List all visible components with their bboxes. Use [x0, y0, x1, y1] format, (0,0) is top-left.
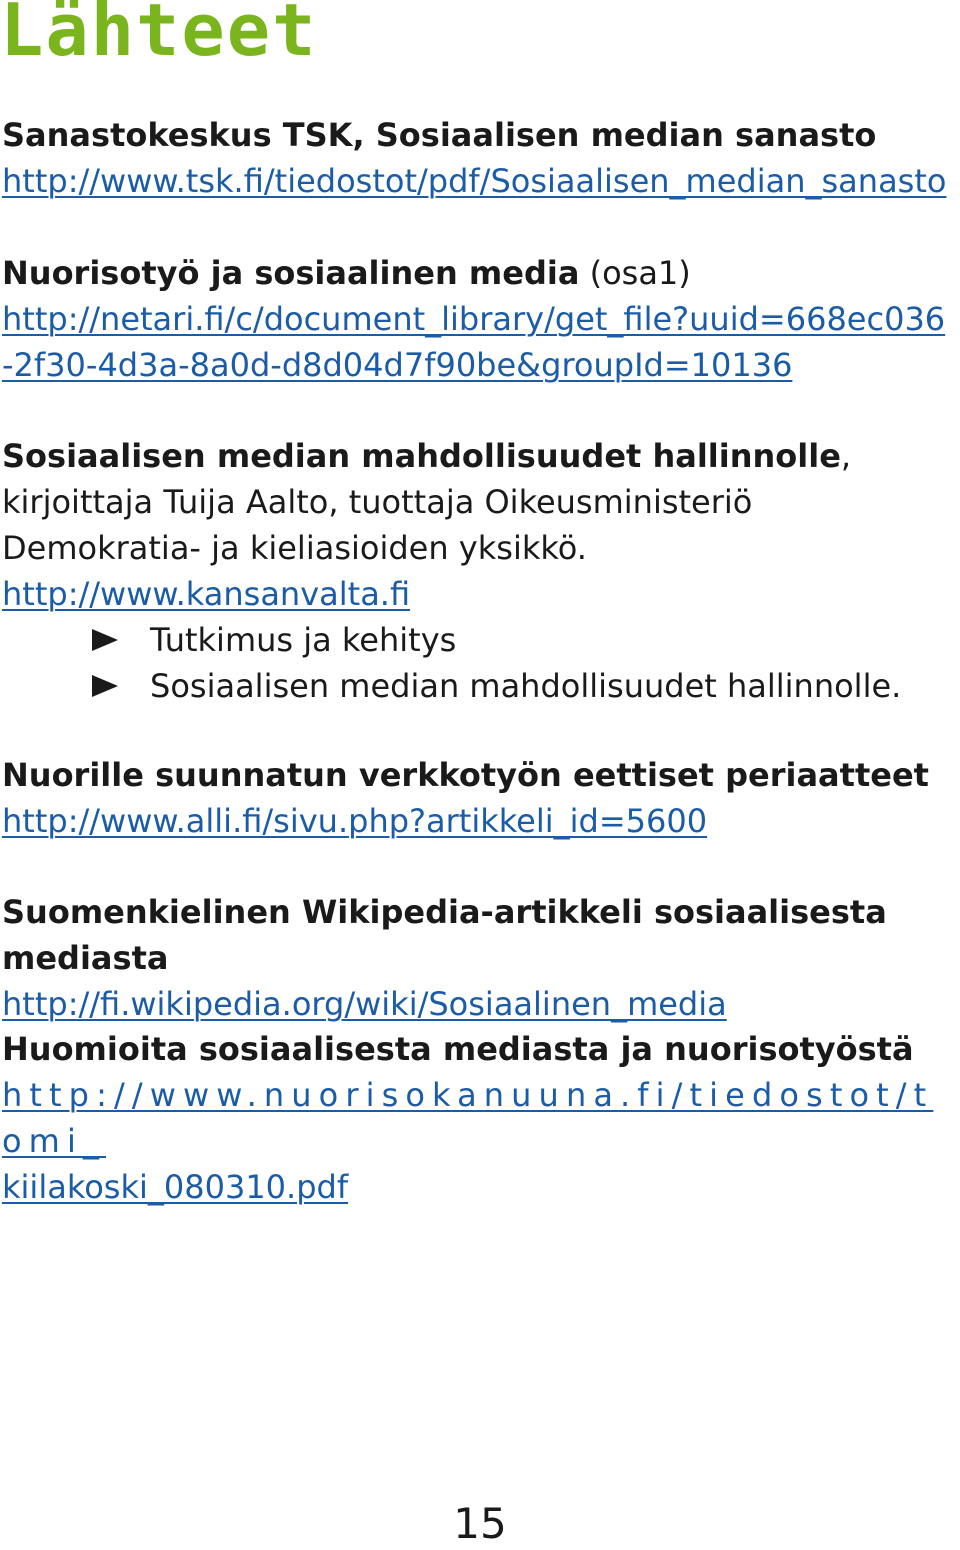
- reference-title: Sanastokeskus TSK, Sosiaalisen median sanasto: [2, 116, 877, 154]
- reference-link[interactable]: http://www.kansanvalta.fi: [2, 575, 411, 613]
- reference-link[interactable]: http://www.tsk.fi/tiedostot/pdf/Sosiaalisen_median_sanasto: [2, 162, 947, 200]
- sub-item: [2, 663, 952, 709]
- reference-title: Nuorille suunnatun verkkotyön eettiset periaatteet: [2, 756, 929, 794]
- reference-title-suffix: (osa1): [579, 254, 691, 292]
- page-heading: Lähteet: [0, 0, 318, 72]
- reference-entry: [2, 112, 952, 204]
- reference-title: Sosiaalisen median mahdollisuudet hallinnolle: [2, 437, 841, 475]
- reference-link[interactable]: http://www.nuorisokanuuna.fi/tiedostot/tomi_: [2, 1076, 934, 1160]
- reference-title: Nuorisotyö ja sosiaalinen media: [2, 254, 580, 292]
- page-number: 15: [453, 1499, 507, 1548]
- reference-entry: [2, 889, 952, 1027]
- reference-heading-line: [2, 250, 952, 296]
- reference-entry: [2, 752, 952, 844]
- reference-heading-line: [2, 433, 952, 571]
- reference-link-continued[interactable]: kiilakoski_080310.pdf: [2, 1168, 349, 1206]
- reference-title: Huomioita sosiaalisesta mediasta ja nuorisotyöstä: [2, 1030, 914, 1068]
- reference-link[interactable]: http://www.alli.fi/sivu.php?artikkeli_id=5600: [2, 802, 708, 840]
- reference-entry: [2, 1026, 952, 1210]
- triangle-bullet-icon: [92, 675, 118, 697]
- reference-title: Suomenkielinen Wikipedia-artikkeli sosiaalisesta mediasta: [2, 893, 887, 977]
- sub-item: [2, 617, 952, 663]
- reference-description: , kirjoittaja Tuija Aalto, tuottaja Oikeusministeriö Demokratia- ja kieliasioiden yksikkö.: [2, 437, 852, 567]
- reference-entry: [2, 433, 952, 709]
- sub-item-label: Sosiaalisen median mahdollisuudet hallinnolle.: [150, 667, 902, 705]
- triangle-bullet-icon: [92, 629, 118, 651]
- sub-item-label: Tutkimus ja kehitys: [150, 621, 457, 659]
- reference-link[interactable]: http://fi.wikipedia.org/wiki/Sosiaalinen_media: [2, 985, 727, 1023]
- reference-link[interactable]: http://netari.fi/c/document_library/get_file?uuid=668ec036-2f30-4d3a-8a0d-d8d04d7f90be&groupId=10136: [2, 300, 946, 384]
- reference-entry: [2, 250, 952, 388]
